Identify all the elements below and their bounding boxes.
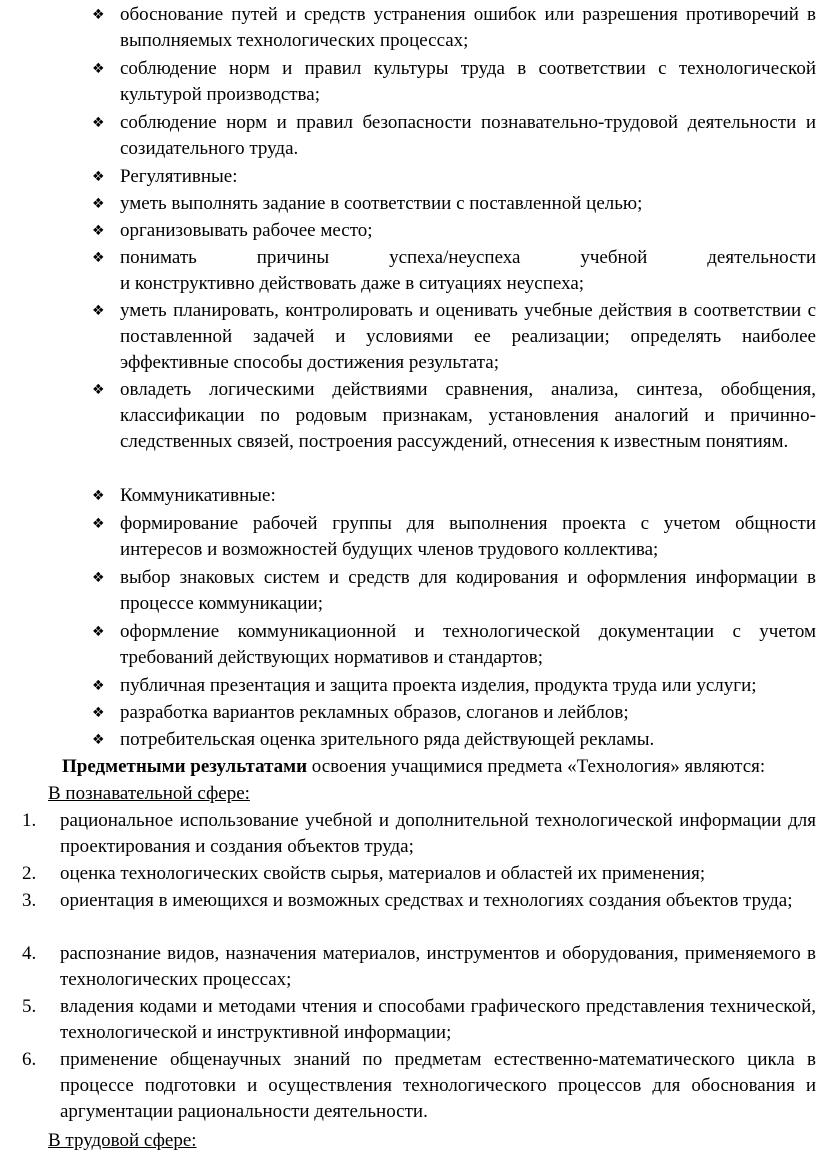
bullet-item	[92, 700, 816, 726]
cognitive-heading: В познавательной сфере:	[48, 783, 250, 804]
bullet-text: обоснование путей и средств устранения ошибок или разрешения противоречий в выполняемых технологических процессах;	[120, 4, 816, 51]
bullet-icon: ❖	[92, 624, 105, 640]
regulatory-heading: ❖ Регулятивные:	[92, 164, 816, 190]
bullet-icon: ❖	[92, 303, 105, 319]
bullet-text: уметь выполнять задание в соответствии с поставленной целью;	[120, 193, 643, 214]
item-text: применение общенаучных знаний по предметам естественно-математического цикла в процессе подготовки и осуществления технологического процессов для обоснования и аргументации рациональности деятельности.	[60, 1049, 816, 1122]
subject-results-bold: Предметными результатами	[62, 756, 308, 777]
bullet-icon: ❖	[92, 7, 105, 23]
item-number: 4.	[22, 943, 37, 964]
bullet-text: публичная презентация и защита проекта изделия, продукта труда или услуги;	[120, 675, 757, 696]
item-text: ориентация в имеющихся и возможных средствах и технологиях создания объектов труда;	[60, 890, 793, 911]
bullet-icon: ❖	[92, 250, 105, 266]
numbered-item	[22, 941, 816, 993]
labor-heading: В трудовой сфере:	[48, 1130, 197, 1151]
bullet-item	[92, 565, 816, 617]
item-text: распознание видов, назначения материалов, инструментов и оборудования, применяемого в технологических процессах;	[60, 943, 816, 990]
numbered-item	[22, 808, 816, 860]
communicative-heading: ❖ Коммуникативные:	[92, 483, 816, 509]
bullet-item	[92, 673, 816, 699]
bullet-icon: ❖	[92, 382, 105, 398]
bullet-icon: ❖	[92, 115, 105, 131]
bullet-icon: ❖	[92, 678, 105, 694]
bullet-icon: ❖	[92, 488, 105, 504]
subject-results-paragraph	[62, 754, 816, 780]
bullet-continuation	[92, 271, 816, 297]
numbered-item	[22, 994, 816, 1046]
bullet-item	[92, 218, 816, 244]
bullet-text: организовывать рабочее место;	[120, 220, 373, 241]
bullet-icon: ❖	[92, 223, 105, 239]
bullet-text: овладеть логическими действиями сравнения, анализа, синтеза, обобщения, классификации по родовым признакам, установления аналогий и причинно-следственных связей, построения рассуждений, отнесения к известным понятиям.	[120, 379, 816, 452]
bullet-item	[92, 2, 816, 54]
numbered-item	[22, 861, 816, 887]
item-text: рациональное использование учебной и дополнительной технологической информации для проектирования и создания объектов труда;	[60, 810, 816, 857]
bullet-text: уметь планировать, контролировать и оценивать учебные действия в соответствии с поставленной задачей и условиями ее реализации; определять наиболее эффективные способы достижения результата;	[120, 300, 816, 373]
bullet-text: формирование рабочей группы для выполнения проекта с учетом общности интересов и возможностей будущих членов трудового коллектива;	[120, 513, 816, 560]
bullet-icon: ❖	[92, 169, 105, 185]
numbered-item	[22, 888, 816, 914]
bullet-text: соблюдение норм и правил культуры труда в соответствии с технологической культурой производства;	[120, 58, 816, 105]
bullet-item	[92, 191, 816, 217]
item-number: 6.	[22, 1049, 37, 1070]
bullet-text: разработка вариантов рекламных образов, слоганов и лейблов;	[120, 702, 629, 723]
numbered-item	[22, 1047, 816, 1125]
bullet-item	[92, 727, 816, 753]
bullet-item	[92, 619, 816, 671]
bullet-text: и конструктивно действовать даже в ситуациях неуспеха;	[120, 273, 585, 294]
bullet-text: оформление коммуникационной и технологической документации с учетом требований действующих нормативов и стандартов;	[120, 621, 816, 668]
bullet-item	[92, 377, 816, 455]
bullet-text: понимать причины успеха/неуспеха учебной деятельности	[120, 247, 816, 268]
bullet-icon: ❖	[92, 516, 105, 532]
item-number: 1.	[22, 810, 37, 831]
item-text: владения кодами и методами чтения и способами графического представления технической, технологической и инструктивной информации;	[60, 996, 816, 1043]
bullet-item	[92, 110, 816, 162]
item-number: 5.	[22, 996, 37, 1017]
item-number: 2.	[22, 863, 37, 884]
item-text: оценка технологических свойств сырья, материалов и областей их применения;	[60, 863, 706, 884]
bullet-text: потребительская оценка зрительного ряда действующей рекламы.	[120, 729, 655, 750]
bullet-icon: ❖	[92, 570, 105, 586]
subject-results-text: освоения учащимися предмета «Технология» являются:	[307, 756, 766, 777]
bullet-icon: ❖	[92, 61, 105, 77]
bullet-icon: ❖	[92, 705, 105, 721]
bullet-text: соблюдение норм и правил безопасности познавательно-трудовой деятельности и созидательного труда.	[120, 112, 816, 159]
bullet-item	[92, 298, 816, 376]
bullet-icon: ❖	[92, 732, 105, 748]
item-number: 3.	[22, 890, 37, 911]
bullet-item	[92, 56, 816, 108]
bullet-text: выбор знаковых систем и средств для кодирования и оформления информации в процессе коммуникации;	[120, 567, 816, 614]
bullet-item	[92, 511, 816, 563]
bullet-item	[92, 245, 816, 271]
bullet-icon: ❖	[92, 196, 105, 212]
